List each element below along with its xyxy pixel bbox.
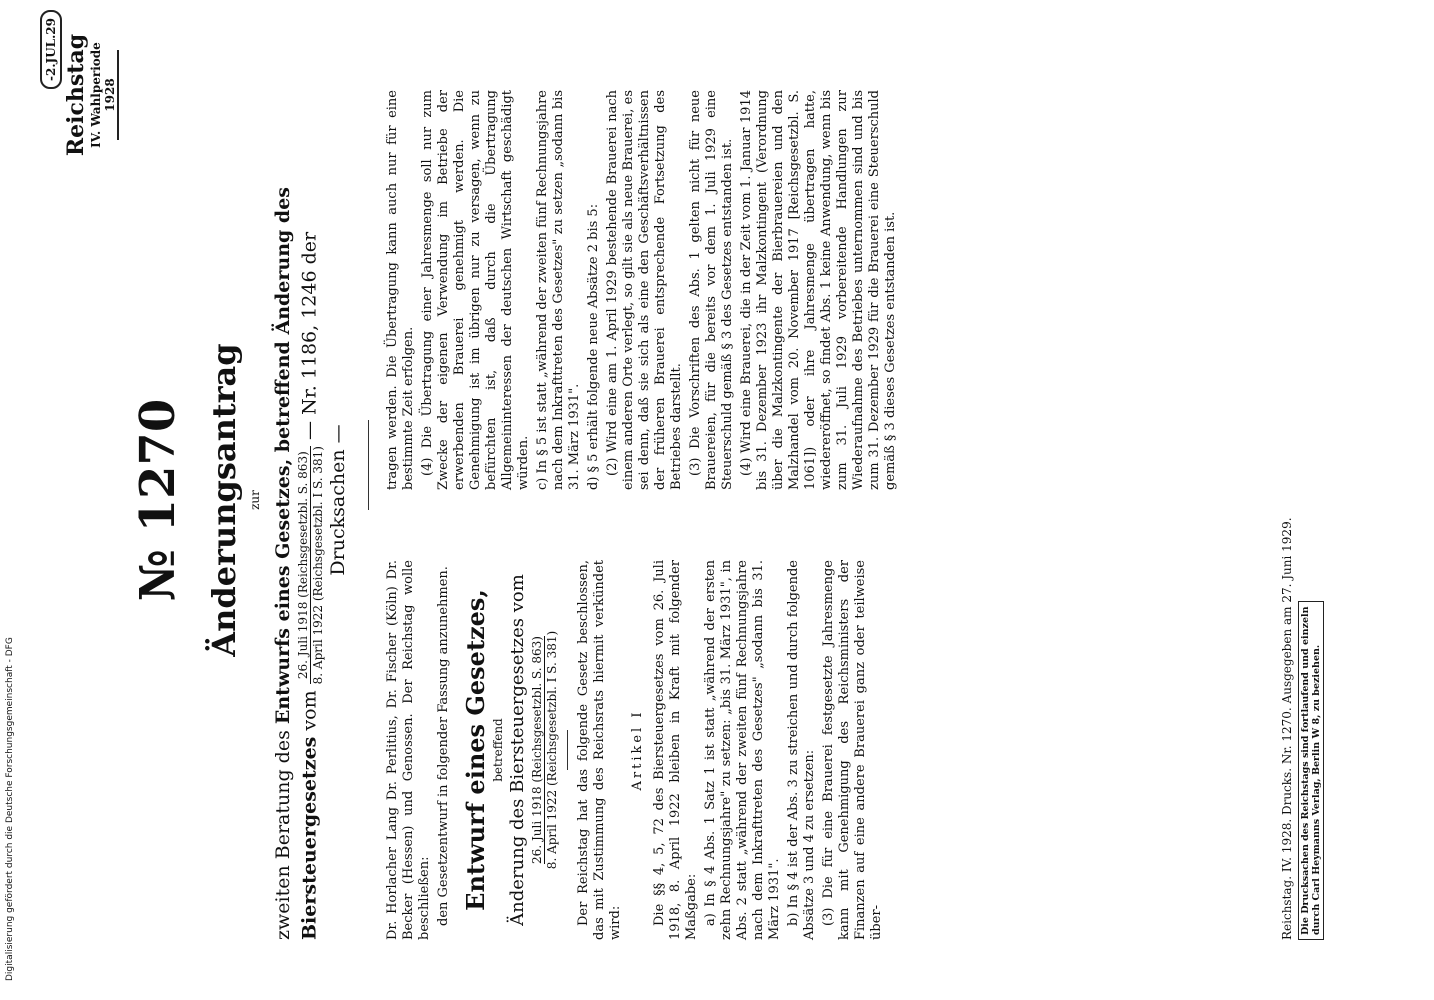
- item-d4: (4) Wird eine Brauerei, die in der Zeit vom 1. Januar 1914 bis 31. Dezember 1923 ihr Malzkontingent (Verordnung über die Malzkontingente der Bierbrauereien und den Malzhandel vom 20. November 1917 [Reichsgesetzbl. S. 1061]) oder ihre Jahresmenge übertragen hatte, wiedereröffnet, so findet Abs. 1 keine Anwendung, wenn bis zum 31. Juli 1929 vorbereitende Handlungen zur Wiederaufnahme des Betriebes unternommen sind und bis zum 31. Dezember 1929 für die Brauerei eine Steuerschuld gemäß § 3 dieses Gesetzes entstanden ist.: [739, 90, 898, 490]
- document-number: № 1270: [130, 398, 186, 602]
- artikel-heading: Artikel I: [630, 709, 645, 791]
- item-d: d) § 5 erhält folgende neue Absätze 2 bis 5:: [586, 203, 601, 490]
- divider: [368, 420, 369, 510]
- proposers: Dr. Horlacher Lang Dr. Perlitius, Dr. Fischer (Köln) Dr. Becker (Hessen) und Genossen. Der Reichstag wolle beschließen:: [385, 560, 432, 940]
- footer-box: Die Drucksachen des Reichstags sind fortlaufend und einzeln durch Carl Heymanns Verlag, Berlin W 8, zu beziehen.: [1298, 601, 1324, 940]
- entwurf-date-top: 26. Juli 1918 (Reichsgesetzbl. S. 863): [530, 636, 544, 864]
- document-title: Änderungsantrag: [205, 343, 243, 657]
- title-block: [270, 60, 351, 940]
- right-p1: tragen werden. Die Übertragung kann auch nur für eine bestimmte Zeit erfolgen.: [385, 90, 416, 490]
- entwurf-date-bottom: 8. April 1922 (Reichsgesetzbl. I S. 381): [545, 630, 559, 870]
- left-column: [385, 560, 888, 940]
- item-b: b) In § 4 ist der Abs. 3 zu streichen und durch folgende Absätze 3 und 4 zu ersetzen:: [786, 560, 817, 940]
- artikel-text: Die §§ 4, 5, 72 des Biersteuergesetzes vom 26. Juli 1918, 8. April 1922 bleiben in Kraft mit folgender Maßgabe:: [652, 560, 699, 940]
- item-d2: (2) Wird eine am 1. April 1929 bestehende Brauerei nach einem anderen Orte verlegt, so gilt sie als neue Brauerei, es sei denn, daß sie sich als eine den Geschäftsverhältnissen der früheren Brauerei entsprechende Fortsetzung des Betriebes darstellt.: [605, 90, 684, 490]
- title-line-2: Biersteuergesetzes vom 26. Juli 1918 (Reichsgesetzbl. S. 863) 8. April 1922 (Reichsgesetzbl. I S. 381) — Nr. 1186, 1246 der: [296, 231, 325, 940]
- entwurf-divider: [567, 730, 568, 770]
- entwurf-title: Entwurf eines Gesetzes,: [461, 589, 490, 911]
- title-date-bottom: 8. April 1922 (Reichsgesetzbl. I S. 381): [311, 446, 325, 685]
- wahlperiode-label: IV. Wahlperiode: [89, 42, 103, 148]
- dfg-sidenote: Digitalisierung gefördert durch die Deutsche Forschungsgemeinschaft - DFG: [5, 637, 15, 981]
- item-c: c) In § 5 ist statt „während der zweiten fünf Rechnungsjahre nach dem Inkrafttreten des Gesetzes" zu setzen „sodann bis 31. März 1931".: [535, 90, 582, 490]
- date-stamp: -2.JUL.29: [40, 10, 62, 89]
- right-column: [385, 90, 902, 490]
- footer-line: Reichstag. IV. 1928. Drucks. Nr. 1270. Ausgegeben am 27. Juni 1929.: [1280, 517, 1294, 940]
- item-a: a) In § 4 Abs. 1 Satz 1 ist statt „während der ersten zehn Rechnungsjahre" zu setzen: „bis 31. März 1931", in Abs. 2 statt „während der zweiten fünf Rechnungsjahre nach dem Inkrafttreten des Gesetzes" „sodann bis 31. März 1931".: [703, 560, 782, 940]
- item-b3: (3) Die für eine Brauerei festgesetzte Jahresmenge kann mit Genehmigung des Reichsministers der Finanzen auf eine andere Brauerei ganz oder teilweise über-: [821, 560, 884, 940]
- preamble: Der Reichstag hat das folgende Gesetz beschlossen, das mit Zustimmung des Reichsrats hiermit verkündet wird:: [576, 560, 623, 940]
- reichstag-label: Reichstag: [63, 33, 89, 157]
- year-label: 1928: [103, 50, 119, 140]
- header-block: [40, 10, 119, 180]
- zur-label: zur: [248, 490, 262, 510]
- title-date-top: 26. Juli 1918 (Reichsgesetzbl. S. 863): [296, 446, 311, 684]
- title-line-3: Drucksachen —: [327, 424, 349, 576]
- entwurf-subject: Änderung des Biersteuergesetzes vom: [507, 574, 528, 926]
- title-line-1: zweiten Beratung des Entwurfs eines Gesetzes, betreffend Änderung des: [272, 187, 294, 940]
- item-d3: (3) Die Vorschriften des Abs. 1 gelten nicht für neue Brauereien, für die bereits vor dem 1. Juli 1929 eine Steuerschuld gemäß § 3 des Gesetzes entstanden ist.: [688, 90, 735, 490]
- intro-text: den Gesetzentwurf in folgender Fassung anzunehmen.: [436, 566, 451, 926]
- footer: [1280, 60, 1324, 940]
- right-p2: (4) Die Übertragung einer Jahresmenge soll nur zum Zwecke der eigenen Verwendung im Betriebe der erwerbenden Brauerei genehmigt werden. Die Genehmigung ist im übrigen nur zu versagen, wenn zu befürchten ist, daß durch die Übertragung Allgemeininteressen der deutschen Wirtschaft geschädigt würden.: [420, 90, 531, 490]
- betreffend-label: betreffend: [491, 718, 505, 782]
